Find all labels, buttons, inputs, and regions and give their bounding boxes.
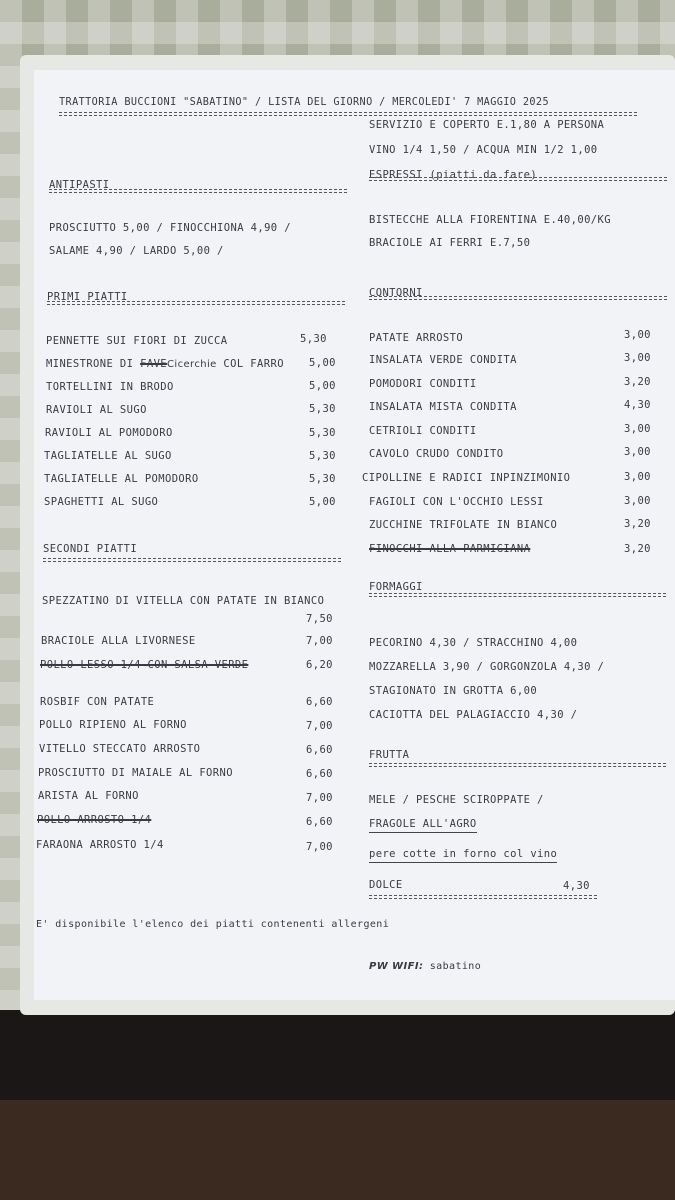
contorni-item: POMODORI CONDITI <box>369 378 477 390</box>
contorni-price: 3,00 <box>624 423 651 435</box>
secondi-price: 7,00 <box>306 635 333 647</box>
primi-price: 5,30 <box>309 473 336 485</box>
dolce-label: DOLCE <box>369 879 403 891</box>
formaggi-line-2: MOZZARELLA 3,90 / GORGONZOLA 4,30 / <box>369 661 605 673</box>
primi-price: 5,00 <box>309 496 336 508</box>
frutta-rule <box>369 763 666 767</box>
primi-item <box>46 359 284 370</box>
contorni-price: 3,20 <box>624 543 651 555</box>
table-shadow <box>0 1010 675 1100</box>
secondi-heading: SECONDI PIATTI <box>43 543 138 555</box>
secondi-price: 7,00 <box>306 792 333 804</box>
primi-item: RAVIOLI AL SUGO <box>46 404 147 416</box>
primi-item: PENNETTE SUI FIORI DI ZUCCA <box>46 335 228 347</box>
contorni-item: ZUCCHINE TRIFOLATE IN BIANCO <box>369 519 558 531</box>
primi-heading: PRIMI PIATTI <box>47 291 128 303</box>
secondi-rule <box>43 558 341 562</box>
contorni-price: 3,20 <box>624 376 651 388</box>
primi-price: 5,30 <box>309 427 336 439</box>
braciole-ferri-line: BRACIOLE AI FERRI E.7,50 <box>369 237 531 249</box>
wifi-line <box>369 962 481 972</box>
antipasti-line-1: PROSCIUTTO 5,00 / FINOCCHIONA 4,90 / <box>49 222 291 234</box>
antipasti-line-2: SALAME 4,90 / LARDO 5,00 / <box>49 245 224 257</box>
secondi-item: VITELLO STECCATO ARROSTO <box>39 743 201 755</box>
secondi-item: ROSBIF CON PATATE <box>40 696 155 708</box>
contorni-item: FAGIOLI CON L'OCCHIO LESSI <box>369 496 544 508</box>
primi-price: 5,00 <box>309 357 336 369</box>
contorni-rule <box>369 296 667 300</box>
frutta-line-2: FRAGOLE ALL'AGRO <box>369 819 477 833</box>
secondi-item: FARAONA ARROSTO 1/4 <box>36 839 164 851</box>
contorni-price: 3,00 <box>624 329 651 341</box>
primi-item: TAGLIATELLE AL POMODORO <box>44 473 199 485</box>
frutta-line-1: MELE / PESCHE SCIROPPATE / <box>369 794 544 806</box>
antipasti-heading: ANTIPASTI <box>49 179 110 191</box>
contorni-price: 3,00 <box>624 446 651 458</box>
primi-item-name: MINESTRONE DI <box>46 358 134 370</box>
wifi-label: PW WIFI: <box>369 961 424 972</box>
contorni-price: 3,00 <box>624 495 651 507</box>
contorni-item: PATATE ARROSTO <box>369 332 464 344</box>
servizio-line: SERVIZIO E COPERTO E.1,80 A PERSONA <box>369 119 605 131</box>
primi-item: TAGLIATELLE AL SUGO <box>44 450 172 462</box>
secondi-price: 6,60 <box>306 744 333 756</box>
menu-title: TRATTORIA BUCCIONI "SABATINO" / LISTA DEL GIORNO / MERCOLEDI' 7 MAGGIO 2025 <box>59 97 550 108</box>
primi-item: SPAGHETTI AL SUGO <box>44 496 159 508</box>
contorni-item: INSALATA MISTA CONDITA <box>369 401 517 413</box>
allergeni-note: E' disponibile l'elenco dei piatti contenenti allergeni <box>36 919 390 930</box>
primi-price: 5,00 <box>309 380 336 392</box>
bistecche-line: BISTECCHE ALLA FIORENTINA E.40,00/KG <box>369 214 611 226</box>
frutta-heading: FRUTTA <box>369 749 410 761</box>
secondi-price: 6,60 <box>306 696 333 708</box>
struck-text: FAVE <box>140 358 168 370</box>
formaggi-line-4: CACIOTTA DEL PALAGIACCIO 4,30 / <box>369 709 578 721</box>
espressi-rule <box>369 177 667 181</box>
contorni-price: 3,20 <box>624 518 651 530</box>
dolce-rule <box>369 895 597 899</box>
contorni-item: CIPOLLINE E RADICI INPINZIMONIO <box>362 472 571 484</box>
secondi-item: ARISTA AL FORNO <box>38 790 139 802</box>
espressi-heading: ESPRESSI (piatti da fare) <box>369 169 538 181</box>
frutta-line-3: pere cotte in forno col vino <box>369 849 557 863</box>
primi-price: 5,30 <box>300 333 327 345</box>
dolce-price: 4,30 <box>563 880 590 892</box>
primi-item: TORTELLINI IN BRODO <box>46 381 174 393</box>
vino-line: VINO 1/4 1,50 / ACQUA MIN 1/2 1,00 <box>369 144 598 156</box>
contorni-price: 3,00 <box>624 471 651 483</box>
formaggi-rule <box>369 593 666 597</box>
secondi-price: 6,60 <box>306 816 333 828</box>
secondi-price: 7,00 <box>306 720 333 732</box>
contorni-heading: CONTORNI <box>369 287 423 299</box>
wooden-table <box>0 1100 675 1200</box>
secondi-item-struck: POLLO ARROSTO 1/4 <box>37 814 152 826</box>
primi-item-rest: COL FARRO <box>223 358 284 370</box>
primi-rule <box>47 301 345 305</box>
formaggi-line-3: STAGIONATO IN GROTTA 6,00 <box>369 685 538 697</box>
formaggi-heading: FORMAGGI <box>369 581 423 593</box>
spezzatino-price: 7,50 <box>306 613 333 625</box>
contorni-item: CAVOLO CRUDO CONDITO <box>369 448 504 460</box>
primi-price: 5,30 <box>309 403 336 415</box>
title-rule <box>59 112 637 116</box>
menu-sheet <box>34 70 675 1000</box>
handwritten-note: Cicerchie <box>167 359 217 370</box>
contorni-item: CETRIOLI CONDITI <box>369 425 477 437</box>
secondi-price: 6,20 <box>306 659 333 671</box>
contorni-item: INSALATA VERDE CONDITA <box>369 354 517 366</box>
contorni-price: 3,00 <box>624 352 651 364</box>
antipasti-rule <box>49 189 347 193</box>
primi-price: 5,30 <box>309 450 336 462</box>
secondi-item: PROSCIUTTO DI MAIALE AL FORNO <box>38 767 233 779</box>
primi-item: RAVIOLI AL POMODORO <box>45 427 173 439</box>
spezzatino-line: SPEZZATINO DI VITELLA CON PATATE IN BIANCO <box>42 595 325 607</box>
secondi-item: POLLO RIPIENO AL FORNO <box>39 719 187 731</box>
secondi-price: 7,00 <box>306 841 333 853</box>
wifi-password: sabatino <box>429 961 482 972</box>
formaggi-line-1: PECORINO 4,30 / STRACCHINO 4,00 <box>369 637 578 649</box>
secondi-item: BRACIOLE ALLA LIVORNESE <box>41 635 196 647</box>
contorni-item-struck: FINOCCHI ALLA PARMIGIANA <box>369 543 531 555</box>
secondi-price: 6,60 <box>306 768 333 780</box>
secondi-item-struck: POLLO LESSO 1/4 CON SALSA VERDE <box>40 659 249 671</box>
contorni-price: 4,30 <box>624 399 651 411</box>
